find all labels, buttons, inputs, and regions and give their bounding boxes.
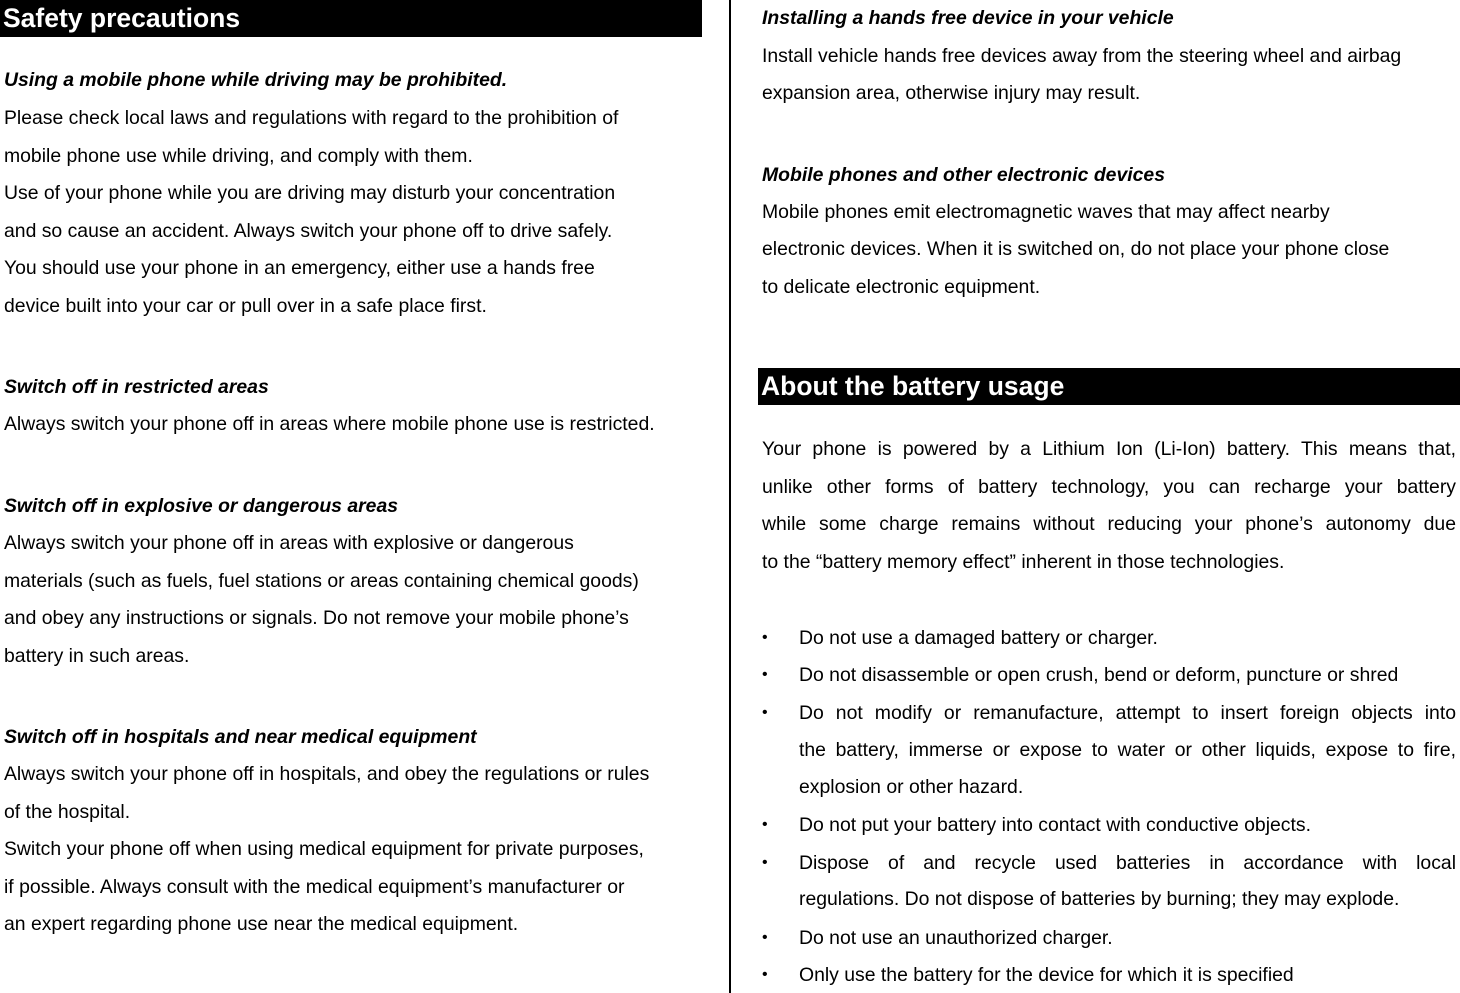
- section-title-explosive-areas: Switch off in explosive or dangerous areas: [4, 495, 399, 517]
- bullet-icon: •: [762, 629, 768, 646]
- battery-intro-line: while some charge remains without reducing your phone’s autonomy due: [762, 513, 1456, 535]
- battery-bullet-item: Do not use an unauthorized charger.: [799, 927, 1113, 949]
- battery-bullet-item: Do not disassemble or open crush, bend or deform, puncture or shred: [799, 664, 1399, 686]
- hands-free-text-line: expansion area, otherwise injury may result.: [762, 82, 1141, 104]
- section-title-hands-free: Installing a hands free device in your vehicle: [762, 7, 1174, 29]
- battery-intro-line: unlike other forms of battery technology, you can recharge your battery: [762, 476, 1456, 498]
- driving-text-line: and so cause an accident. Always switch your phone off to drive safely.: [4, 220, 613, 242]
- restricted-text-line: Always switch your phone off in areas where mobile phone use is restricted.: [4, 413, 655, 435]
- bullet-icon: •: [762, 854, 768, 871]
- bullet-icon: •: [762, 929, 768, 946]
- battery-bullet-item: Do not modify or remanufacture, attempt to insert foreign objects into: [799, 702, 1456, 724]
- bullet-icon: •: [762, 704, 768, 721]
- battery-usage-heading: About the battery usage: [758, 368, 1460, 405]
- hospital-text-line: an expert regarding phone use near the medical equipment.: [4, 913, 519, 935]
- battery-intro-line: to the “battery memory effect” inherent in those technologies.: [762, 551, 1285, 573]
- hospital-text-line: of the hospital.: [4, 801, 131, 823]
- section-title-electronic-devices: Mobile phones and other electronic devices: [762, 164, 1165, 186]
- column-divider: [729, 0, 731, 993]
- electronic-text-line: electronic devices. When it is switched on, do not place your phone close: [762, 238, 1390, 260]
- battery-bullet-item: Only use the battery for the device for which it is specified: [799, 964, 1294, 986]
- hospital-text-line: if possible. Always consult with the medical equipment’s manufacturer or: [4, 876, 625, 898]
- electronic-text-line: to delicate electronic equipment.: [762, 276, 1041, 298]
- explosive-text-line: and obey any instructions or signals. Do not remove your mobile phone’s: [4, 607, 629, 629]
- battery-bullet-item-cont: explosion or other hazard.: [799, 776, 1024, 798]
- hospital-text-line: Switch your phone off when using medical equipment for private purposes,: [4, 838, 644, 860]
- section-title-hospitals: Switch off in hospitals and near medical equipment: [4, 726, 477, 748]
- explosive-text-line: Always switch your phone off in areas with explosive or dangerous: [4, 532, 574, 554]
- section-title-restricted-areas: Switch off in restricted areas: [4, 376, 269, 398]
- right-column: [758, 0, 1460, 993]
- battery-bullet-item-cont: regulations. Do not dispose of batteries by burning; they may explode.: [799, 888, 1400, 910]
- hands-free-text-line: Install vehicle hands free devices away from the steering wheel and airbag: [762, 45, 1402, 67]
- battery-bullet-item: Do not put your battery into contact with conductive objects.: [799, 814, 1311, 836]
- bullet-icon: •: [762, 816, 768, 833]
- battery-bullet-item: Dispose of and recycle used batteries in accordance with local: [799, 852, 1456, 874]
- battery-bullet-item: Do not use a damaged battery or charger.: [799, 627, 1158, 649]
- safety-precautions-heading: Safety precautions: [0, 0, 702, 37]
- section-title-driving: Using a mobile phone while driving may be prohibited.: [4, 69, 508, 91]
- bullet-icon: •: [762, 666, 768, 683]
- battery-intro-line: Your phone is powered by a Lithium Ion (Li-Ion) battery. This means that,: [762, 438, 1456, 460]
- driving-text-line: device built into your car or pull over in a safe place first.: [4, 295, 487, 317]
- driving-text-line: Use of your phone while you are driving may disturb your concentration: [4, 182, 616, 204]
- left-column: [0, 0, 706, 993]
- electronic-text-line: Mobile phones emit electromagnetic waves that may affect nearby: [762, 201, 1330, 223]
- driving-text-line: You should use your phone in an emergency, either use a hands free: [4, 257, 595, 279]
- driving-text-line: Please check local laws and regulations with regard to the prohibition of: [4, 107, 619, 129]
- explosive-text-line: battery in such areas.: [4, 645, 190, 667]
- battery-bullet-item-cont: the battery, immerse or expose to water or other liquids, expose to fire,: [799, 739, 1456, 761]
- explosive-text-line: materials (such as fuels, fuel stations or areas containing chemical goods): [4, 570, 639, 592]
- driving-text-line: mobile phone use while driving, and comply with them.: [4, 145, 473, 167]
- hospital-text-line: Always switch your phone off in hospitals, and obey the regulations or rules: [4, 763, 650, 785]
- bullet-icon: •: [762, 966, 768, 983]
